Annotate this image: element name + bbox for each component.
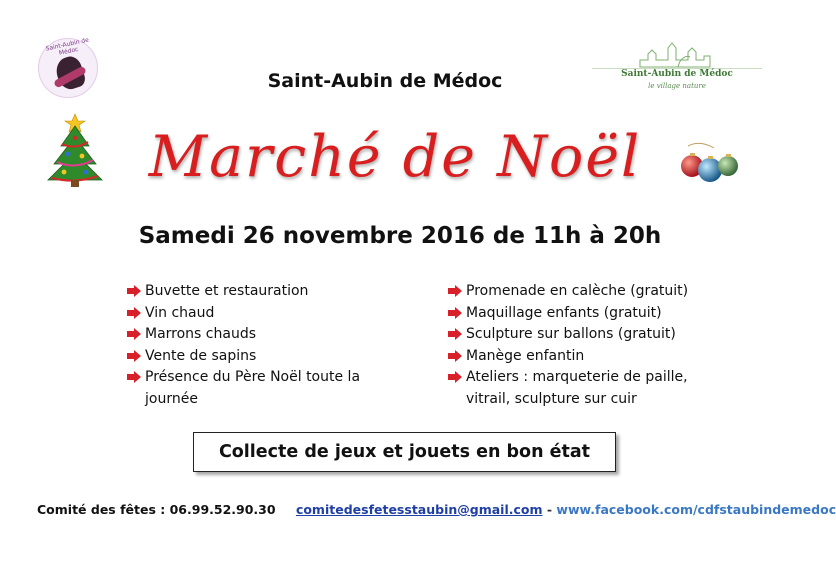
left-logo-text: Saint-Aubin de Médoc [45,36,90,57]
list-item-label: Ateliers : marqueterie de paille, vitrail, sculpture sur cuir [466,369,688,407]
list-item [448,367,723,410]
list-item [127,303,427,325]
list-item [448,281,778,303]
list-item-label: Promenade en calèche (gratuit) [466,283,689,299]
right-logo-name: Saint-Aubin de Médoc [621,69,733,79]
list-item [448,346,778,368]
list-item-label: Présence du Père Noël toute la journée [145,369,361,407]
committee-phone: Comité des fêtes : 06.99.52.90.30 [37,502,276,517]
arrow-bullet-icon [127,285,141,297]
arrow-bullet-icon [127,328,141,340]
list-item-label: Marrons chauds [145,326,257,342]
arrow-bullet-icon [448,350,462,362]
email-link[interactable]: comitedesfetesstaubin@gmail.com [295,502,543,517]
activities-right-list [448,281,778,410]
baubles-icon [680,140,742,188]
list-item [127,346,427,368]
facebook-link[interactable]: www.facebook.com/cdfstaubindemedoc [556,502,836,517]
list-item-label: Buvette et restauration [145,283,309,299]
event-date: Samedi 26 novembre 2016 de 11h à 20h [138,223,662,249]
list-item-label: Sculpture sur ballons (gratuit) [466,326,676,342]
activities-left-list [127,281,427,410]
list-item-label: Vente de sapins [145,347,257,364]
arrow-bullet-icon [127,350,141,362]
arrow-bullet-icon [448,328,462,340]
list-item-label: Vin chaud [145,304,215,321]
village-name: Saint-Aubin de Médoc [267,70,503,92]
arrow-bullet-icon [448,307,462,319]
list-item-label: Maquillage enfants (gratuit) [466,304,662,321]
arrow-bullet-icon [448,371,462,383]
contact-footer [37,502,836,517]
toy-collection-box [193,432,616,472]
list-item-label: Manège enfantin [466,347,585,364]
castle-icon [638,40,718,68]
list-item [127,367,377,410]
event-title: Marché de Noël [148,124,642,190]
toy-collection-text: Collecte de jeux et jouets en bon état [218,442,591,462]
arrow-bullet-icon [448,285,462,297]
arrow-bullet-icon [127,307,141,319]
footer-separator: - [542,502,557,517]
list-item [448,303,778,325]
list-item [127,281,427,303]
list-item [127,324,427,346]
right-logo-tagline: le village nature [648,82,706,90]
list-item [448,324,778,346]
arrow-bullet-icon [127,371,141,383]
